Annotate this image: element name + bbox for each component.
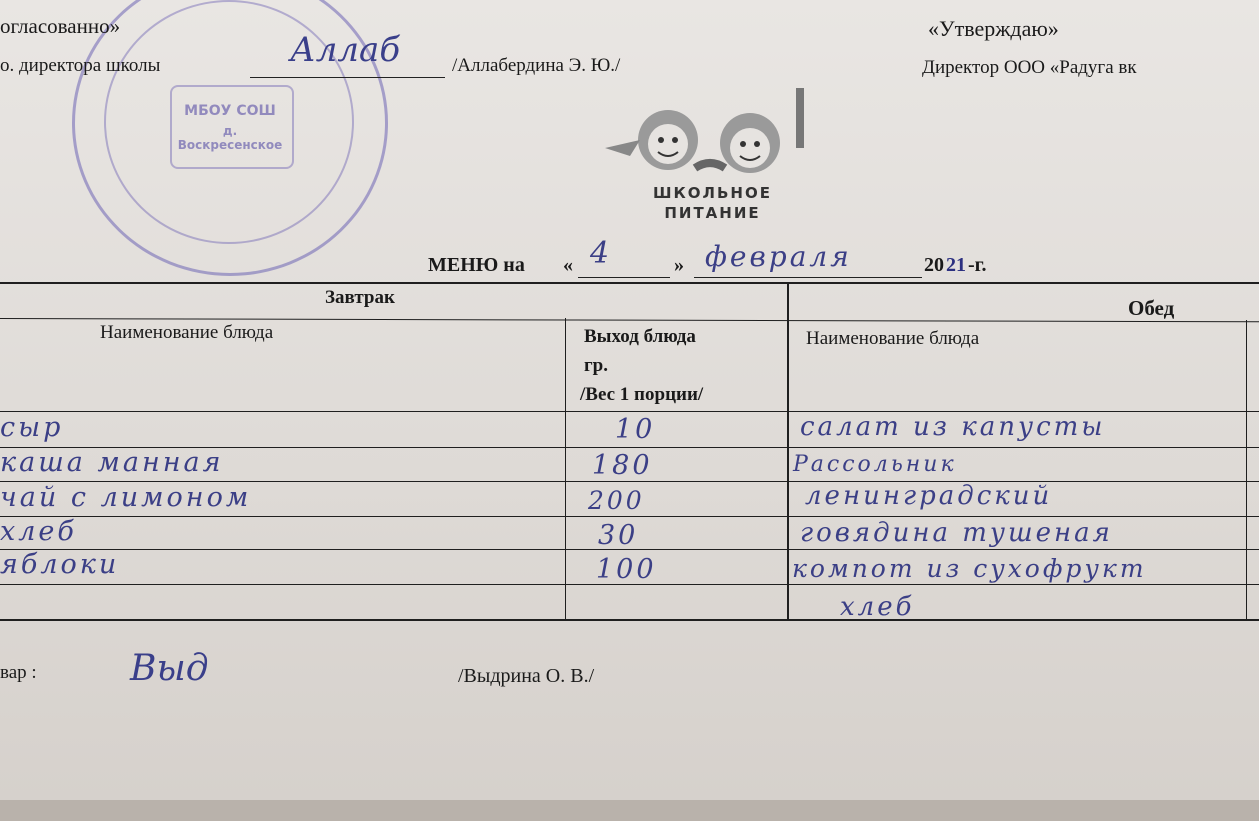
logo-caption-line2: ПИТАНИЕ — [664, 204, 761, 222]
menu-close-quote: » — [674, 254, 684, 276]
breakfast-dish: сыр — [0, 412, 64, 443]
day-underline — [578, 277, 670, 278]
table-row-line-3 — [0, 516, 1259, 517]
lunch-dish: компот из сухофрукт — [792, 554, 1147, 583]
stamp-center-line1: МБОУ СОШ — [184, 103, 276, 119]
col-yield-header-3: /Вес 1 порции/ — [580, 384, 704, 405]
col-divider-right — [1246, 320, 1247, 620]
menu-open-quote: « — [563, 254, 573, 276]
col-dish-header: Наименование блюда — [100, 322, 274, 343]
approval-left-title: огласованно» — [0, 14, 121, 38]
table-surface — [0, 800, 1259, 821]
col-lunch-dish-header: Наименование блюда — [806, 328, 980, 349]
col-divider-lunch — [787, 282, 789, 620]
lunch-dish: Рассольник — [793, 452, 957, 477]
yield-value: 10 — [615, 414, 656, 445]
signature-line — [250, 77, 445, 78]
col-divider-yield — [565, 318, 566, 620]
breakfast-dish: чай с лимоном — [0, 482, 252, 513]
approval-left-role: о. директора школы — [0, 55, 161, 76]
table-bottom-border — [0, 619, 1259, 621]
yield-value: 30 — [598, 520, 639, 551]
table-top-border — [0, 282, 1259, 284]
cook-name: /Выдрина О. В./ — [458, 665, 595, 687]
menu-title-prefix: МЕНЮ на — [428, 254, 525, 276]
menu-year-suffix: -г. — [968, 254, 987, 276]
approval-right-title: «Утверждаю» — [928, 16, 1059, 41]
col-yield-header-2: гр. — [584, 355, 608, 376]
approval-right-role: Директор ООО «Радуга вк — [922, 57, 1137, 78]
logo-fork-icon — [796, 88, 804, 148]
stamp-center-line2: д. Воскресенское — [177, 124, 283, 152]
lunch-header: Обед — [1128, 296, 1175, 320]
lunch-dish: салат из капусты — [800, 412, 1106, 442]
menu-year-prefix: 20 — [924, 254, 944, 276]
cook-signature: Выд — [130, 648, 209, 689]
breakfast-dish: хлеб — [0, 516, 77, 547]
yield-value: 180 — [592, 450, 653, 481]
lunch-dish: хлеб — [840, 592, 915, 622]
menu-day: 4 — [590, 236, 613, 271]
lunch-dish: ленинградский — [805, 481, 1053, 511]
logo-caption-line1: ШКОЛЬНОЕ — [653, 184, 772, 202]
yield-value: 200 — [588, 486, 645, 515]
breakfast-dish: каша манная — [0, 447, 224, 478]
yield-value: 100 — [596, 554, 657, 585]
approval-left-name: /Аллабердина Э. Ю./ — [452, 55, 621, 76]
breakfast-header: Завтрак — [325, 287, 395, 308]
menu-year-handwritten: 21 — [946, 254, 966, 276]
month-underline — [694, 277, 922, 278]
director-signature: Аллаб — [290, 30, 401, 70]
lunch-dish: говядина тушеная — [800, 518, 1113, 548]
menu-month: февраля — [705, 240, 852, 273]
col-yield-header-1: Выход блюда — [584, 326, 696, 347]
breakfast-dish: яблоки — [0, 549, 120, 580]
cook-label: вар : — [0, 662, 37, 683]
